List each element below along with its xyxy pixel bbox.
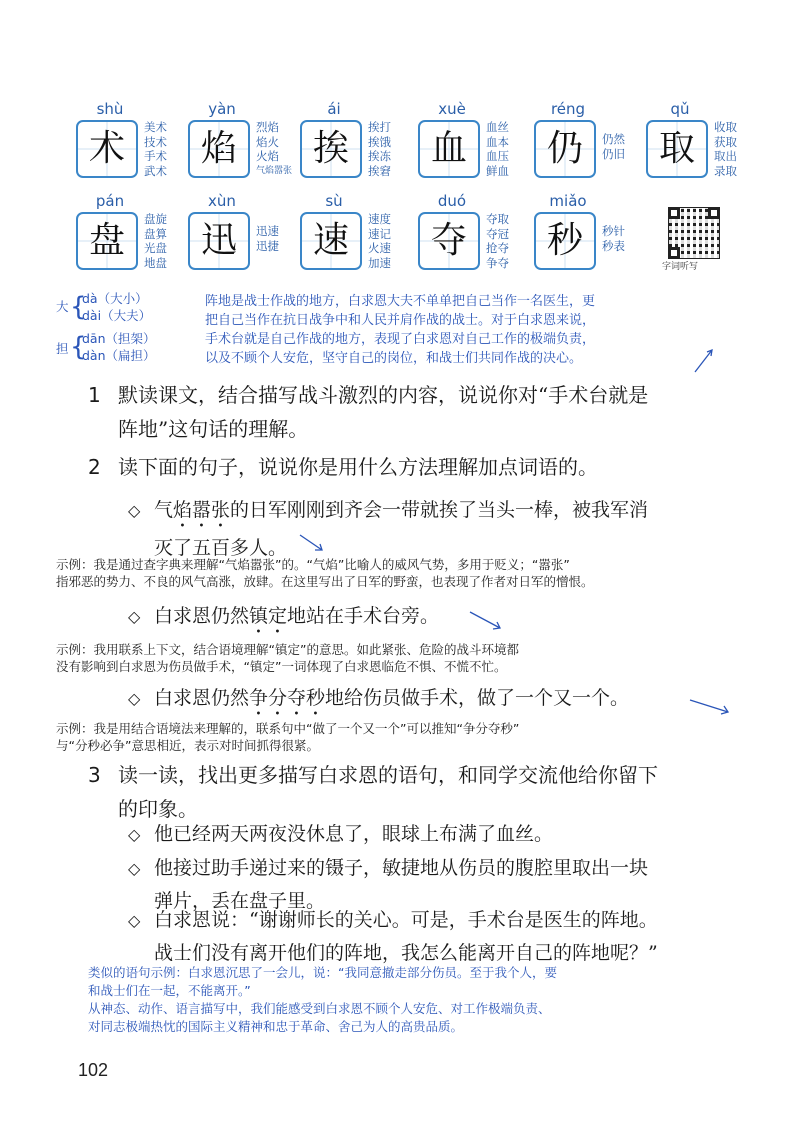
sentence-text: 白求恩仍然 [154,605,250,627]
note-line: 从神态、动作、语言描写中，我们能感受到白求恩不顾个人安危、对工作极端负责、 [88,1001,551,1016]
pinyin: ái [327,100,341,118]
polyphone-reading: dàn（扁担） [82,348,156,363]
word: 美术 [144,120,167,134]
word: 取出 [714,149,737,163]
pinyin: qǔ [670,100,690,118]
note-line: 和战士们在一起，不能离开。” [88,983,251,998]
word: 仍旧 [602,146,625,161]
sentence-text: 他已经两天两夜没休息了，眼球上布满了血丝。 [154,823,554,845]
word: 秒针 [602,224,625,238]
arrow [300,535,322,550]
pinyin: xùn [208,192,236,210]
note-line: 手术台就是自己作战的地方，表现了白求恩对自己工作的极端负责， [205,332,596,347]
character: 盘 [88,220,125,261]
question-text: 读一读，找出更多描写白求恩的语句，和同学交流他给你留下 [118,763,658,787]
sentence-text: 白求恩说：“谢谢师长的关心。可是，手术台是医生的阵地。 [154,909,658,931]
pinyin: duó [437,192,467,210]
word: 录取 [714,163,737,178]
character: 秒 [546,220,583,261]
diamond-bullet-icon: ◇ [128,825,141,844]
word: 气焰嚣张 [256,165,293,176]
character: 挨 [312,128,349,169]
pinyin: sù [325,192,343,210]
word: 收取 [714,120,737,134]
word: 血丝 [486,120,509,134]
word: 盘算 [144,226,167,241]
character: 仍 [546,128,583,169]
note-line: 把自己当作在抗日战争中和人民并肩作战的战士。对于白求恩来说， [205,313,596,328]
arrow [690,700,728,712]
sentence-text: 气 [154,499,174,521]
answer-line: 与“分秒必争”意思相近，表示对时间抓得很紧。 [56,738,319,753]
sentence-text: 战士们没有离开他们的阵地，我怎么能离开自己的阵地呢？” [154,942,658,964]
word: 挨打 [368,120,391,134]
answer-line: 指邪恶的势力、不良的风气高涨，放肆。在这里写出了日军的野蛮，也表现了作者对日军的憎恨。 [56,574,594,589]
pinyin: pán [95,192,125,210]
polyphone-char: 大 [56,299,69,314]
dotted-word: 镇定 [249,605,288,627]
sentence-text: 地站在手术台旁。 [287,605,440,627]
pinyin: shù [96,100,124,118]
sentence-text: 地给伤员做手术，做了一个又一个。 [325,687,630,709]
sentence-text: 弹片，丢在盘子里。 [154,890,326,912]
page-number: 102 [78,1060,109,1080]
character: 术 [88,128,125,169]
word: 血本 [486,134,509,149]
word: 火焰 [256,149,279,163]
answer-line: 示例：我用联系上下文，结合语境理解“镇定”的意思。如此紧张、危险的战斗环境都 [56,642,519,657]
sentence-text: 灭了五百多人。 [154,537,288,559]
dotted-word: 争分夺秒 [249,687,326,709]
word: 获取 [714,134,737,149]
pinyin: réng [550,100,586,118]
sentence-text: 的日军刚刚到齐会一带就挨了当头一棒，被我军消 [230,499,649,521]
question-number: 2 [88,455,101,479]
question-number: 3 [88,763,101,787]
note-line: 以及不顾个人安危，坚守自己的岗位，和战士们共同作战的决心。 [205,351,583,366]
sentence-text: 白求恩仍然 [154,687,250,709]
pinyin: yàn [208,100,236,118]
word: 血压 [486,149,509,163]
sentence-text: 他接过助手递过来的镊子，敏捷地从伤员的腹腔里取出一块 [154,857,649,879]
character: 焰 [200,128,237,169]
word: 烈焰 [256,120,279,134]
word: 武术 [144,163,167,178]
polyphone-char: 担 [56,341,69,356]
word: 光盘 [144,241,167,255]
word: 迅速 [256,224,279,238]
word: 挨饿 [368,134,391,149]
diamond-bullet-icon: ◇ [128,859,141,878]
note-line: 类似的语句示例：白求恩沉思了一会儿，说：“我同意撤走部分伤员。至于我个人，要 [88,965,557,980]
word: 秒表 [602,238,625,253]
diamond-bullet-icon: ◇ [128,911,141,930]
word: 仍然 [602,132,625,146]
arrow [695,350,712,372]
polyphone-reading: dà（大小） [82,291,148,306]
character: 速 [312,220,349,261]
diamond-bullet-icon: ◇ [128,689,141,708]
word: 速度 [368,212,391,226]
word: 盘旋 [144,212,167,226]
pinyin: xuè [438,100,466,118]
note-line: 对同志极端热忱的国际主义精神和忠于革命、舍己为人的高贵品质。 [88,1019,464,1034]
arrow [470,612,500,628]
answer-line: 示例：我是通过查字典来理解“气焰嚣张”的。“气焰”比喻人的威风气势，多用于贬义；“嚣张” [56,557,570,572]
question-number: 1 [88,383,101,407]
word: 夺取 [486,212,509,226]
question-text: 默读课文，结合描写战斗激烈的内容，说说你对“手术台就是 [118,383,649,407]
word: 争夺 [486,255,509,270]
answer-line: 没有影响到白求恩为伤员做手术，“镇定”一词体现了白求恩临危不惧、不慌不忙。 [56,659,507,674]
note-line: 阵地是战士作战的地方，白求恩大夫不单单把自己当作一名医生，更 [205,294,596,309]
question-text: 读下面的句子，说说你是用什么方法理解加点词语的。 [118,455,598,479]
answer-line: 示例：我是用结合语境法来理解的，联系句中“做了一个又一个”可以推知“争分夺秒” [56,721,520,736]
character: 取 [658,128,695,169]
character: 迅 [200,220,237,261]
qr-label: 字词听写 [662,262,699,272]
polyphone-reading: dān（担架） [82,331,156,346]
word: 技术 [144,134,167,149]
character: 血 [430,128,467,169]
word: 地盘 [144,255,167,270]
word: 挨冻 [368,149,391,163]
word: 手术 [144,149,167,163]
word: 火速 [368,241,391,255]
question-text: 阵地”这句话的理解。 [118,417,309,441]
word: 加速 [368,255,391,270]
polyphone-reading: dài（大夫） [82,308,152,323]
word: 挨窘 [368,163,391,178]
word: 速记 [368,226,391,241]
diamond-bullet-icon: ◇ [128,501,141,520]
word: 鲜血 [486,163,509,178]
pinyin: miǎo [549,192,587,210]
diamond-bullet-icon: ◇ [128,607,141,626]
word: 抢夺 [486,241,509,255]
character: 夺 [430,220,467,261]
dotted-word: 焰嚣张 [173,499,231,521]
word: 迅捷 [256,238,279,253]
question-text: 的印象。 [118,797,198,821]
word: 焰火 [256,134,279,149]
word: 夺冠 [486,226,509,241]
